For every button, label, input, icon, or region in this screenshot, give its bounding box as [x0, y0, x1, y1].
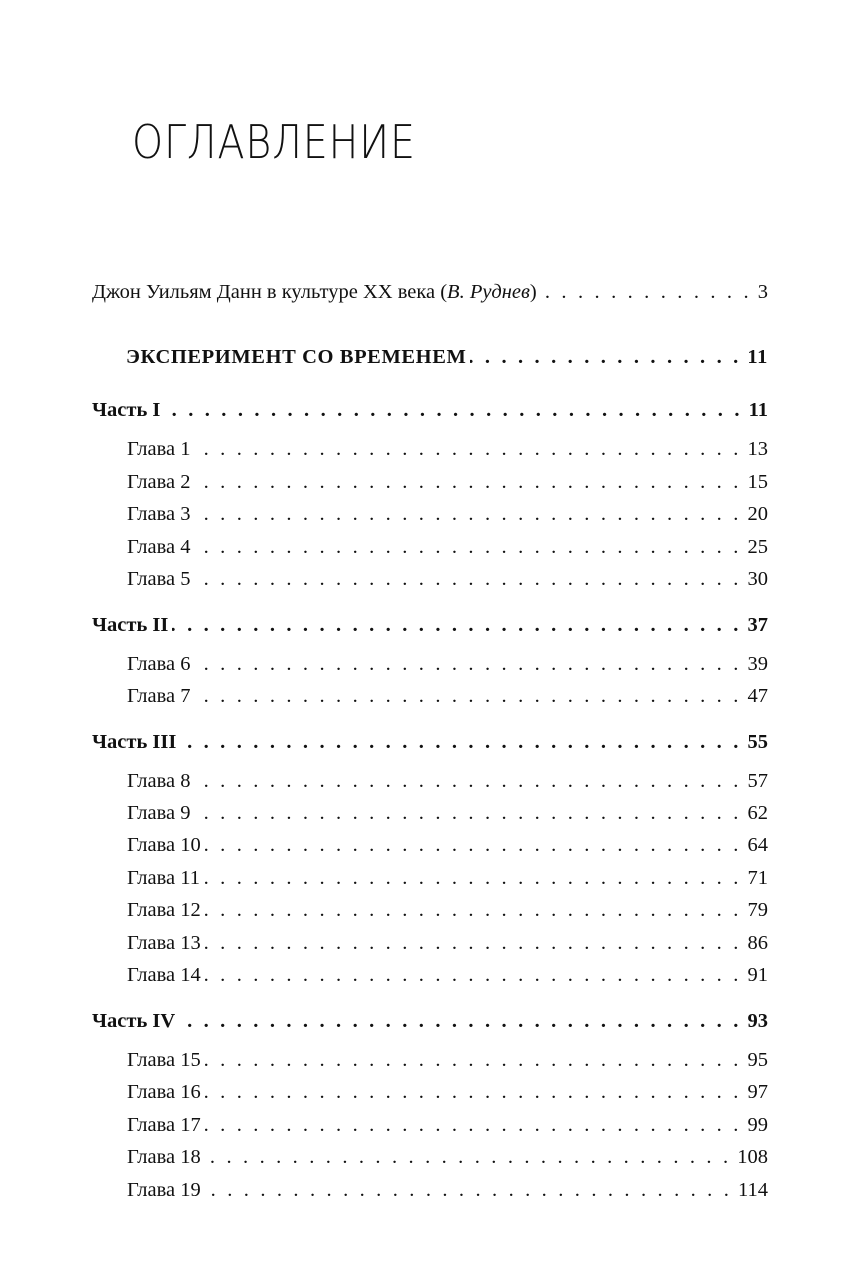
toc-page-number: 11 — [743, 398, 768, 422]
toc-entry-part[interactable] — [92, 607, 768, 637]
dot-leader — [195, 505, 742, 521]
toc-page-number: 99 — [742, 1113, 769, 1137]
toc-entry-label: Глава 1 — [127, 437, 195, 461]
dot-leader — [205, 1051, 742, 1067]
toc-page-number: 3 — [752, 280, 768, 304]
toc-entry-label: Глава 14 — [127, 963, 205, 987]
dot-leader — [205, 934, 742, 950]
dot-leader — [195, 804, 742, 820]
toc-page-number: 25 — [742, 535, 769, 559]
toc-entry-part[interactable] — [92, 1003, 768, 1033]
toc-page-number: 97 — [742, 1080, 769, 1104]
intro-label-prefix: Джон Уильям Данн в культуре XX века ( — [92, 281, 448, 303]
toc-entry-label: Глава 15 — [127, 1048, 205, 1072]
toc-page-number: 20 — [742, 502, 769, 526]
toc-page-number: 71 — [742, 866, 769, 890]
toc-entry-chapter[interactable] — [127, 678, 768, 708]
toc-entry-main-title[interactable] — [126, 339, 768, 369]
toc-page-number: 57 — [742, 769, 769, 793]
toc-page-number: 30 — [742, 567, 769, 591]
dot-leader — [205, 1083, 742, 1099]
dot-leader — [195, 440, 742, 456]
intro-label-suffix: ) — [529, 281, 537, 303]
toc-entry-chapter[interactable] — [127, 1107, 768, 1137]
toc-page-number: 13 — [742, 437, 769, 461]
toc-entry-label: Глава 6 — [127, 652, 195, 676]
toc-entry-chapter[interactable] — [127, 646, 768, 676]
toc-entry-label: Глава 8 — [127, 769, 195, 793]
dot-leader — [180, 733, 741, 749]
toc-entry-label: Глава 17 — [127, 1113, 205, 1137]
dot-leader — [195, 772, 742, 788]
dot-leader — [470, 348, 741, 364]
dot-leader — [195, 570, 742, 586]
dot-leader — [204, 869, 741, 885]
toc-entry-label: Глава 13 — [127, 931, 205, 955]
dot-leader — [205, 836, 742, 852]
toc-entry-chapter[interactable] — [127, 561, 768, 591]
intro-author: В. Руднев — [447, 281, 530, 303]
toc-entry-label: Глава 18 — [127, 1145, 205, 1169]
toc-page-number: 86 — [742, 931, 769, 955]
toc-page-number: 37 — [742, 613, 769, 637]
toc-page-number: 95 — [742, 1048, 769, 1072]
dot-leader — [195, 687, 742, 703]
dot-leader — [172, 616, 741, 632]
toc-entry-label: Часть I — [92, 398, 164, 422]
dot-leader — [179, 1012, 741, 1028]
toc-entry-chapter[interactable] — [127, 1042, 768, 1072]
dot-leader — [195, 655, 742, 671]
toc-entry-label — [92, 280, 541, 304]
toc-page-number: 91 — [742, 963, 769, 987]
toc-entry-label: Часть IV — [92, 1009, 179, 1033]
toc-entry-label: Глава 16 — [127, 1080, 205, 1104]
toc-entry-label: Глава 11 — [127, 866, 204, 890]
page-title: ОГЛАВЛЕНИЕ — [132, 115, 416, 169]
toc-entry-chapter[interactable] — [127, 464, 768, 494]
toc-entry-chapter[interactable] — [127, 1074, 768, 1104]
toc-entry-chapter[interactable] — [127, 431, 768, 461]
toc-entry-chapter[interactable] — [127, 925, 768, 955]
toc-entry-chapter[interactable] — [127, 529, 768, 559]
toc-entry-label: Глава 4 — [127, 535, 195, 559]
toc-entry-label: ЭКСПЕРИМЕНТ СО ВРЕМЕНЕМ — [126, 345, 470, 369]
toc-page-number: 11 — [741, 345, 768, 369]
toc-entry-part[interactable] — [92, 724, 768, 754]
dot-leader — [205, 1148, 731, 1164]
toc-entry-label: Глава 10 — [127, 833, 205, 857]
toc-entry-label: Глава 7 — [127, 684, 195, 708]
dot-leader — [205, 966, 742, 982]
dot-leader — [205, 901, 742, 917]
toc-entry-label: Глава 3 — [127, 502, 195, 526]
toc-entry-label: Глава 19 — [127, 1178, 205, 1202]
toc-page-number: 108 — [731, 1145, 768, 1169]
toc-page-number: 55 — [742, 730, 769, 754]
toc-page-number: 62 — [742, 801, 769, 825]
toc-entry-chapter[interactable] — [127, 1172, 768, 1202]
toc-entry-chapter[interactable] — [127, 763, 768, 793]
toc-entry-chapter[interactable] — [127, 1139, 768, 1169]
toc-entry-label: Глава 5 — [127, 567, 195, 591]
toc-page-number: 114 — [732, 1178, 768, 1202]
dot-leader — [205, 1116, 742, 1132]
toc-entry-chapter[interactable] — [127, 795, 768, 825]
dot-leader — [541, 283, 752, 299]
toc-page-number: 93 — [742, 1009, 769, 1033]
toc-entry-chapter[interactable] — [127, 496, 768, 526]
dot-leader — [164, 401, 742, 417]
toc-entry-label: Глава 12 — [127, 898, 205, 922]
dot-leader — [195, 538, 742, 554]
toc-entry-label: Часть III — [92, 730, 180, 754]
dot-leader — [205, 1181, 732, 1197]
toc-entry-chapter[interactable] — [127, 860, 768, 890]
toc-entry-chapter[interactable] — [127, 892, 768, 922]
toc-page-number: 64 — [742, 833, 769, 857]
toc-entry-label: Глава 9 — [127, 801, 195, 825]
toc-entry-intro[interactable] — [92, 274, 768, 304]
toc-entry-label: Глава 2 — [127, 470, 195, 494]
toc-page-number: 47 — [742, 684, 769, 708]
toc-entry-chapter[interactable] — [127, 957, 768, 987]
toc-entry-chapter[interactable] — [127, 827, 768, 857]
toc-page-number: 39 — [742, 652, 769, 676]
dot-leader — [195, 473, 742, 489]
toc-page-number: 79 — [742, 898, 769, 922]
toc-entry-label: Часть II — [92, 613, 172, 637]
toc-entry-part[interactable] — [92, 392, 768, 422]
toc-page-number: 15 — [742, 470, 769, 494]
